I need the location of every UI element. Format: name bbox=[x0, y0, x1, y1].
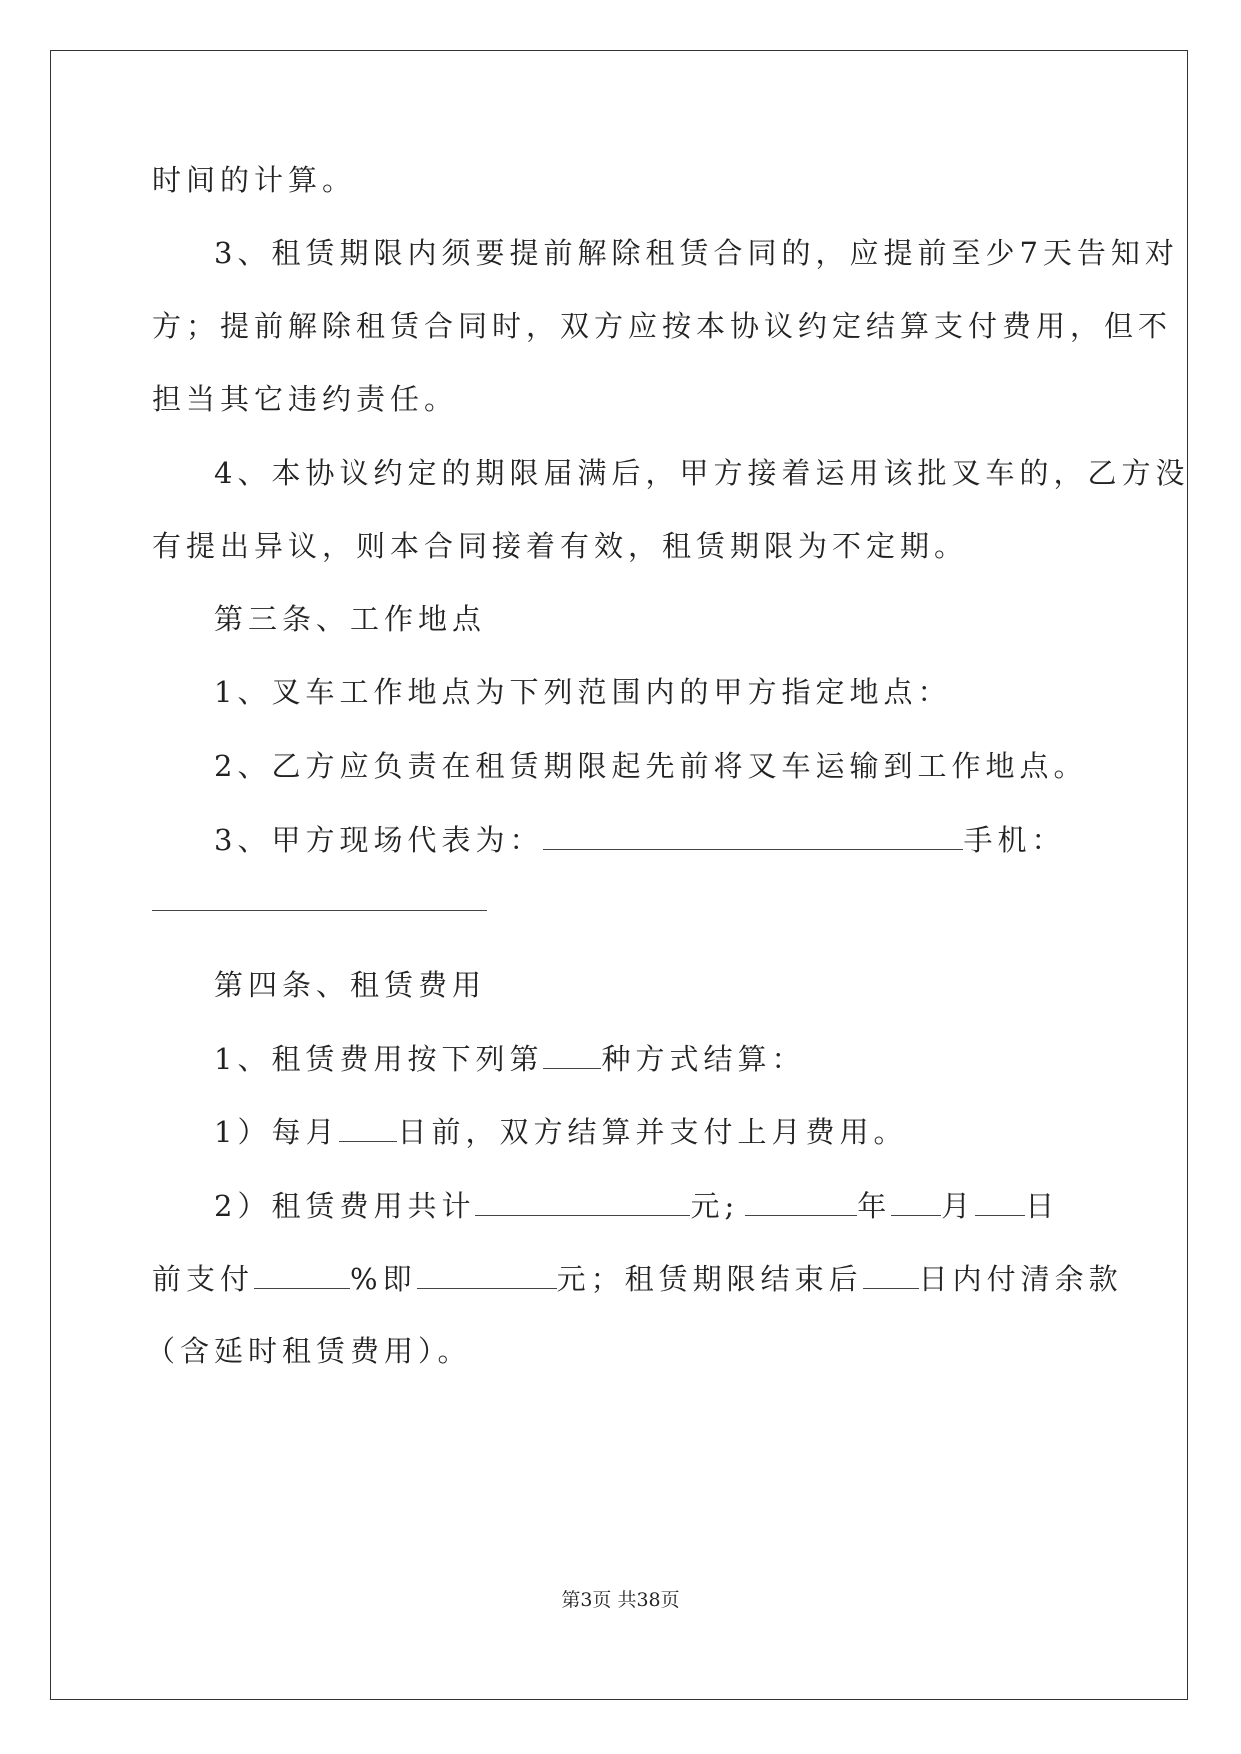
item-text: 前支付 bbox=[152, 1262, 255, 1296]
paragraph-line: 时间的计算。 bbox=[152, 163, 357, 197]
item-text: 日 bbox=[1025, 1189, 1060, 1223]
representative-label: 3、甲方现场代表为： bbox=[214, 823, 544, 857]
list-item-representative bbox=[214, 819, 1065, 859]
list-item bbox=[214, 1038, 805, 1078]
item-text: 日前，双方结算并支付上月费用。 bbox=[397, 1115, 908, 1149]
list-item: 2、乙方应负责在租赁期限起先前将叉车运输到工作地点。 bbox=[214, 749, 1088, 783]
paragraph-line bbox=[152, 1258, 1123, 1298]
month-blank[interactable] bbox=[891, 1185, 941, 1216]
paragraph-line: 担当其它违约责任。 bbox=[152, 382, 459, 416]
date-blank[interactable] bbox=[975, 1185, 1025, 1216]
day-blank[interactable] bbox=[339, 1111, 397, 1142]
item-text: 2）租赁费用共计 bbox=[214, 1189, 476, 1223]
paragraph-line: 3、租赁期限内须要提前解除租赁合同的，应提前至少7天告知对 bbox=[214, 236, 1179, 270]
amount-blank[interactable] bbox=[417, 1258, 557, 1289]
list-item bbox=[214, 1111, 907, 1151]
paragraph-line: 4、本协议约定的期限届满后，甲方接着运用该批叉车的，乙方没 bbox=[214, 456, 1190, 490]
item-text: 日内付清余款 bbox=[918, 1262, 1123, 1296]
total-fee-blank[interactable] bbox=[475, 1185, 690, 1216]
item-text: 1、租赁费用按下列第 bbox=[214, 1042, 544, 1076]
representative-blank[interactable] bbox=[543, 819, 963, 850]
article-heading: 第四条、租赁费用 bbox=[214, 968, 487, 1002]
item-text: 种方式结算： bbox=[601, 1042, 806, 1076]
paragraph-line: 方；提前解除租赁合同时，双方应按本协议约定结算支付费用，但不 bbox=[152, 309, 1173, 343]
percent-blank[interactable] bbox=[254, 1258, 350, 1289]
item-text: 元; bbox=[690, 1189, 740, 1223]
item-text: 年 bbox=[857, 1189, 892, 1223]
paragraph-line: 有提出异议，则本合同接着有效，租赁期限为不定期。 bbox=[152, 529, 969, 563]
item-text: 月 bbox=[941, 1189, 976, 1223]
method-blank[interactable] bbox=[543, 1038, 601, 1069]
list-item bbox=[214, 1185, 1059, 1225]
list-item: 1、叉车工作地点为下列范围内的甲方指定地点： bbox=[214, 675, 952, 709]
phone-label: 手机： bbox=[963, 823, 1066, 857]
page-border bbox=[50, 50, 1188, 1700]
item-text: 1）每月 bbox=[214, 1115, 340, 1149]
days-blank[interactable] bbox=[863, 1258, 919, 1289]
year-blank[interactable] bbox=[745, 1185, 857, 1216]
page-number: 第3页 共38页 bbox=[561, 1589, 680, 1611]
paragraph-line: （含延时租赁费用）。 bbox=[146, 1334, 472, 1368]
phone-blank[interactable] bbox=[152, 910, 487, 911]
item-text: 元；租赁期限结束后 bbox=[556, 1262, 863, 1296]
article-heading: 第三条、工作地点 bbox=[214, 602, 487, 636]
item-text: %即 bbox=[350, 1262, 417, 1296]
